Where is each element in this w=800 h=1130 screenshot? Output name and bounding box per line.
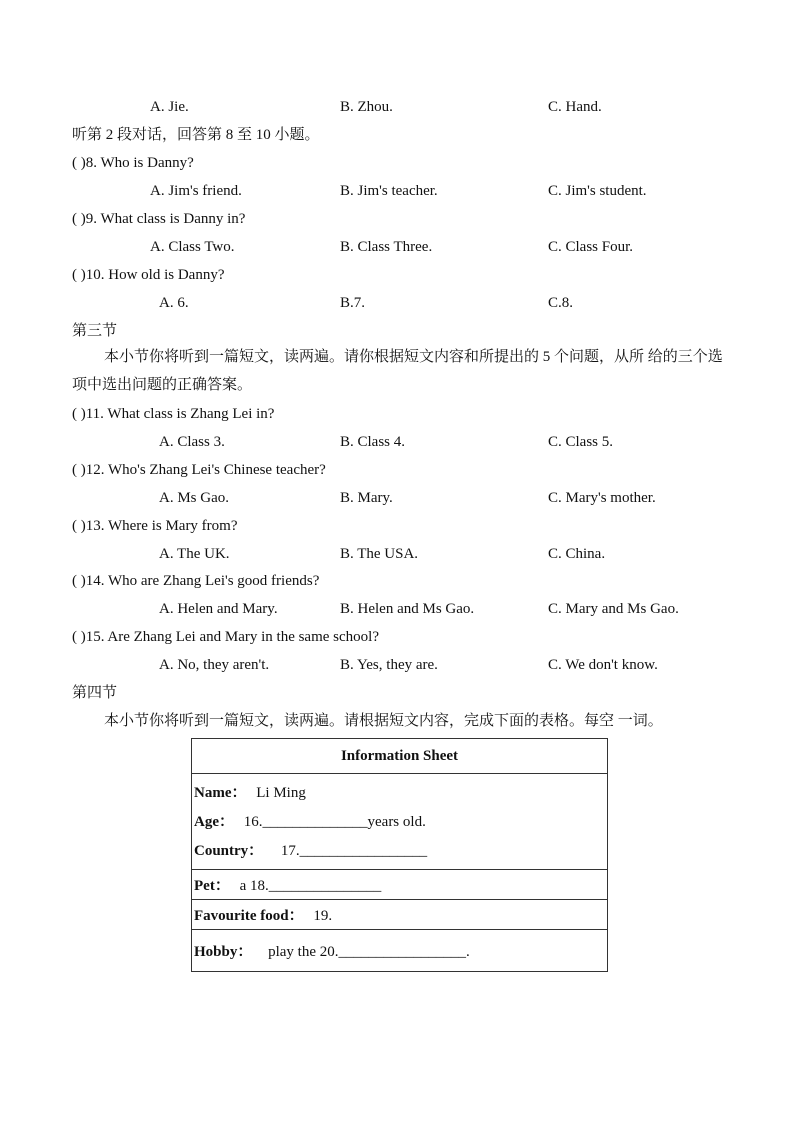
q13-option-b: B. The USA. <box>340 546 419 562</box>
food-cell <box>192 900 608 930</box>
section2-instruction: 听第 2 段对话，回答第 8 至 10 小题。 <box>72 127 320 143</box>
q10-option-c: C.8. <box>548 295 574 311</box>
q14-option-b: B. Helen and Ms Gao. <box>340 601 475 617</box>
q9-option-a: A. Class Two. <box>150 239 235 255</box>
q13-option-c: C. China. <box>548 546 606 562</box>
sheet-personal-cell <box>192 774 608 870</box>
q11-option-b: B. Class 4. <box>340 434 406 450</box>
q8-option-b: B. Jim's teacher. <box>340 183 438 199</box>
q11-option-a: A. Class 3. <box>159 434 225 450</box>
q8-option-a: A. Jim's friend. <box>150 183 242 199</box>
q7-option-a: A. Jie. <box>150 99 189 115</box>
food-label: Favourite food： <box>194 908 304 924</box>
q11-stem: ( )11. What class is Zhang Lei in? <box>72 406 275 422</box>
hobby-cell <box>192 930 608 972</box>
section4-heading: 第四节 <box>72 685 118 701</box>
q10-stem: ( )10. How old is Danny? <box>72 267 225 283</box>
q15-option-a: A. No, they aren't. <box>159 657 270 673</box>
information-sheet <box>191 738 608 972</box>
section3-heading: 第三节 <box>72 323 118 339</box>
q12-stem: ( )12. Who's Zhang Lei's Chinese teacher? <box>72 462 326 478</box>
q13-option-a: A. The UK. <box>159 546 230 562</box>
q12-option-a: A. Ms Gao. <box>159 490 229 506</box>
q14-option-a: A. Helen and Mary. <box>159 601 278 617</box>
q14-stem: ( )14. Who are Zhang Lei's good friends? <box>72 573 320 589</box>
q9-option-c: C. Class Four. <box>548 239 634 255</box>
q12-option-b: B. Mary. <box>340 490 393 506</box>
pet-blank[interactable]: a 18._______________ <box>239 878 382 894</box>
q9-stem: ( )9. What class is Danny in? <box>72 211 246 227</box>
q8-stem: ( )8. Who is Danny? <box>72 155 194 171</box>
q15-option-b: B. Yes, they are. <box>340 657 438 673</box>
sheet-title: Information Sheet <box>192 739 608 774</box>
section4-instruction: 本小节你将听到一篇短文，读两遍。请根据短文内容，完成下面的表格。每空 一词。 <box>104 713 663 729</box>
q12-option-c: C. Mary's mother. <box>548 490 656 506</box>
section3-instruction: 本小节你将听到一篇短文，读两遍。请你根据短文内容和所提出的 5 个问题，从所 给的三个选项中选出问题的正确答案。 <box>72 349 723 393</box>
q10-option-a: A. 6. <box>159 295 189 311</box>
q8-option-c: C. Jim's student. <box>548 183 647 199</box>
name-label: Name： <box>194 785 247 801</box>
hobby-blank[interactable]: play the 20._________________. <box>268 944 470 960</box>
q15-option-c: C. We don't know. <box>548 657 658 673</box>
q10-option-b: B.7. <box>340 295 366 311</box>
name-value: Li Ming <box>256 785 306 801</box>
q9-option-b: B. Class Three. <box>340 239 433 255</box>
hobby-label: Hobby： <box>194 944 253 960</box>
country-blank[interactable]: 17._________________ <box>280 843 428 859</box>
food-blank[interactable]: 19. <box>313 908 333 924</box>
q15-stem: ( )15. Are Zhang Lei and Mary in the same school? <box>72 629 379 645</box>
q7-option-c: C. Hand. <box>548 99 602 115</box>
country-row <box>194 837 605 866</box>
q13-stem: ( )13. Where is Mary from? <box>72 518 238 534</box>
age-blank[interactable]: 16.______________years old. <box>243 814 426 830</box>
pet-cell <box>192 870 608 900</box>
q14-option-c: C. Mary and Ms Gao. <box>548 601 679 617</box>
q11-option-c: C. Class 5. <box>548 434 614 450</box>
pet-label: Pet： <box>194 878 230 894</box>
age-row <box>194 808 605 837</box>
age-label: Age： <box>194 814 234 830</box>
country-label: Country： <box>194 843 264 859</box>
q7-option-b: B. Zhou. <box>340 99 393 115</box>
name-row <box>194 779 605 808</box>
